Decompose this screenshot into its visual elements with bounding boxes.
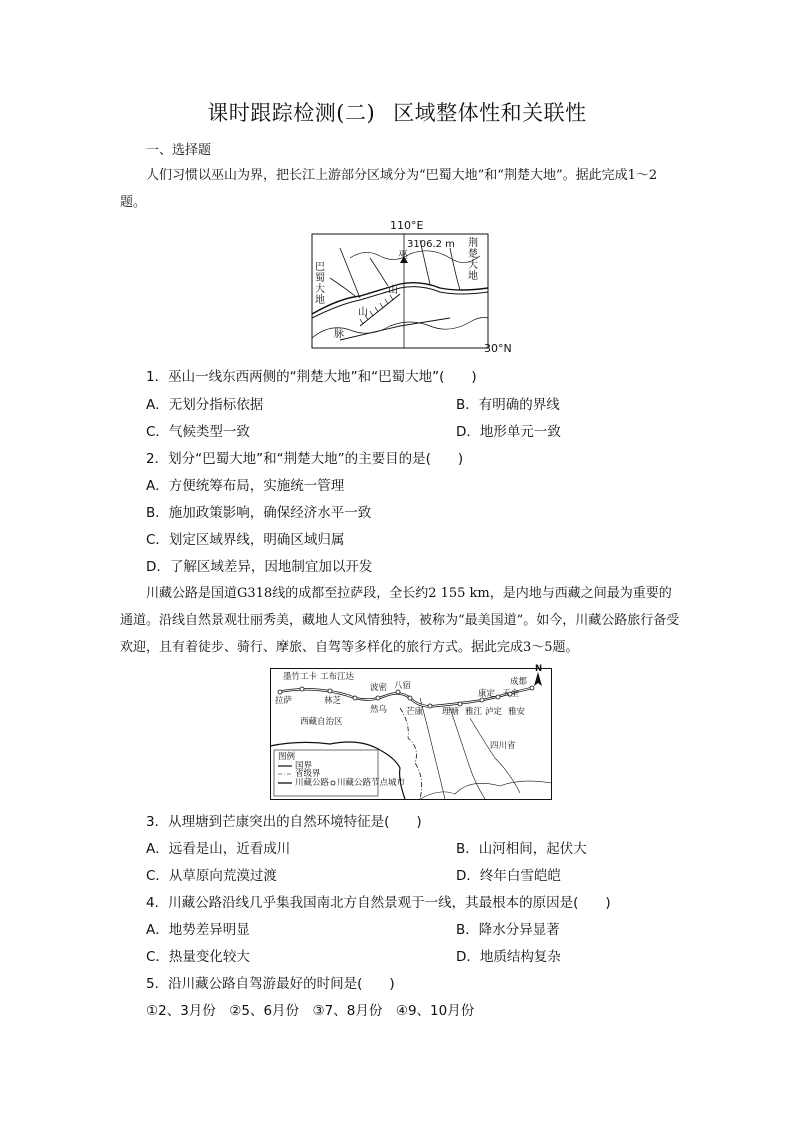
city-gongbujiangda: 工布江达 — [320, 672, 355, 682]
q2-option-b: B．施加政策影响，确保经济水平一致 — [146, 505, 372, 521]
region-xizang: 西藏自治区 — [300, 717, 343, 727]
q3-option-b: B．山河相间，起伏大 — [456, 841, 587, 857]
city-tianquan: 天全 — [502, 689, 520, 699]
question-2: 2．划分“巴蜀大地”和“荆楚大地”的主要目的是( ) — [146, 451, 464, 467]
q4-option-a: A．地势差异明显 — [146, 922, 250, 938]
legend-node-city: 川藏公路节点城市 — [337, 778, 406, 788]
q3-option-a: A．远看是山，近看成川 — [146, 841, 291, 857]
q3-option-c: C．从草原向荒漠过渡 — [146, 868, 277, 884]
east-region-label: 荆楚大地 — [468, 238, 478, 282]
shan-label-2: 山 — [358, 307, 368, 318]
q4-option-b: B．降水分异显著 — [456, 922, 560, 938]
q2-option-c: C．划定区域界线，明确区域归属 — [146, 532, 345, 548]
city-linzhi: 林芝 — [324, 696, 342, 706]
question-3: 3．从理塘到芒康突出的自然环境特征是( ) — [146, 814, 422, 830]
city-yajiang: 雅江 — [465, 707, 483, 717]
legend-national-border: 国界 — [295, 761, 313, 771]
city-lasa: 拉萨 — [275, 696, 293, 706]
city-mangkang: 芒康 — [406, 707, 424, 717]
q1-option-a: A．无划分指标依据 — [146, 397, 264, 413]
question-5: 5．沿川藏公路自驾游最好的时间是( ) — [146, 976, 395, 992]
wu-label: 巫 — [398, 250, 408, 261]
city-mozhugongka: 墨竹工卡 — [283, 672, 318, 682]
city-litang: 理塘 — [442, 707, 460, 717]
q2-option-d: D．了解区域差异，因地制宜加以开发 — [146, 559, 373, 575]
shan-label-1: 山 — [388, 285, 398, 296]
q1-option-c: C．气候类型一致 — [146, 424, 250, 440]
city-chengdu: 成都 — [510, 677, 528, 687]
region-sichuan: 四川省 — [490, 741, 516, 751]
city-luding: 泸定 — [485, 707, 503, 717]
q2-option-a: A．方便统筹布局，实施统一管理 — [146, 478, 345, 494]
page-title — [0, 97, 794, 127]
city-ranwu: 然乌 — [370, 705, 388, 715]
legend-title: 图例 — [278, 752, 296, 762]
city-yaan: 雅安 — [508, 707, 526, 717]
q1-option-b: B．有明确的界线 — [456, 397, 560, 413]
q5-options: ①2、3月份 ②5、6月份 ③7、8月份 ④9、10月份 — [146, 1003, 475, 1019]
q4-option-c: C．热量变化较大 — [146, 949, 250, 965]
title-sub: 区域整体性和关联性 — [393, 101, 587, 125]
mai-label: 脉 — [334, 329, 344, 340]
q3-option-d: D．终年白雪皑皑 — [456, 868, 561, 884]
question-1: 1．巫山一线东西两侧的“荆楚大地”和“巴蜀大地”( ) — [146, 369, 477, 385]
latitude-label: 30°N — [484, 342, 512, 355]
question-4: 4．川藏公路沿线几乎集我国南北方自然景观于一线，其最根本的原因是( ) — [146, 895, 611, 911]
west-region-label: 巴蜀大地 — [315, 262, 325, 306]
map-sichuan-tibet-road — [270, 664, 552, 800]
longitude-label: 110°E — [390, 219, 424, 232]
legend-province-border: 省级界 — [295, 769, 321, 779]
q1-option-d: D．地形单元一致 — [456, 424, 561, 440]
map-wushan — [300, 218, 520, 358]
intro-paragraph-2: 川藏公路是国道G318线的成都至拉萨段，全长约2 155 km，是内地与西藏之间最为重要的通道。沿线自然景观壮丽秀美，藏地人文风情独特，被称为“最美国道”。如今，川藏公路旅行备受欢迎，且有着徒步、骑行、摩旅、自驾等多样化的旅行方式。据此完成3～5题。 — [120, 586, 680, 655]
q4-option-d: D．地质结构复杂 — [456, 949, 561, 965]
title-main: 课时跟踪检测(二) — [207, 101, 376, 125]
intro-paragraph-1: 人们习惯以巫山为界，把长江上游部分区域分为“巴蜀大地”和“荆楚大地”。据此完成1～2题。 — [120, 168, 658, 210]
north-arrow-label: N — [535, 664, 543, 674]
city-kangding: 康定 — [478, 689, 496, 699]
legend-road: 川藏公路 — [295, 778, 330, 788]
city-basu: 八宿 — [394, 681, 412, 691]
peak-elevation: 3106.2 m — [407, 239, 455, 250]
city-bomi: 波密 — [370, 683, 388, 693]
section-heading: 一、选择题 — [146, 143, 212, 158]
